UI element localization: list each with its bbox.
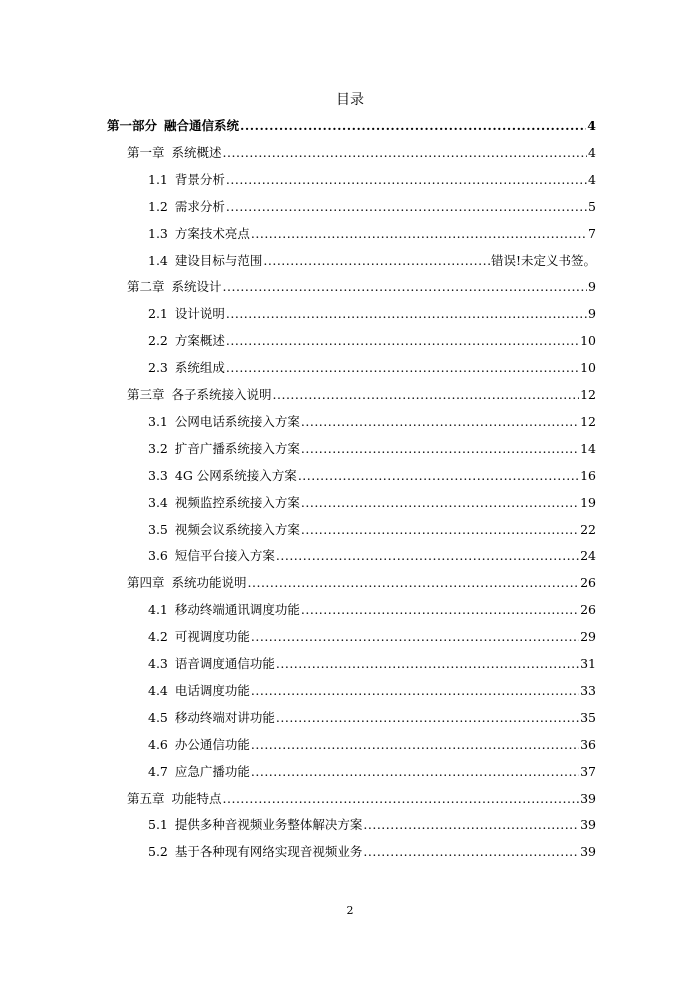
toc-leader-dots: [251, 735, 579, 755]
toc-entry-number: 3.2: [148, 440, 168, 456]
toc-entry-page: 26: [580, 602, 596, 618]
toc-entry-number: 5.2: [148, 844, 168, 860]
toc-entry-title: 语音调度通信功能: [174, 656, 275, 671]
toc-entry-title: 系统功能说明: [171, 575, 247, 591]
toc-entry-title: 扩音广播系统接入方案: [174, 440, 300, 456]
toc-entry-page: 5: [588, 198, 596, 214]
toc-entry[interactable]: [0, 331, 700, 351]
toc-entry-number: 第四章: [127, 575, 165, 591]
toc-entry-title: 系统设计: [171, 279, 222, 295]
toc-entry-number: 第五章: [127, 790, 165, 806]
toc-entry[interactable]: [0, 277, 700, 297]
toc-entry-page: 14: [580, 440, 596, 456]
toc-entry-page: 9: [588, 279, 596, 295]
toc-entry-number: 4.5: [148, 709, 168, 725]
toc-entry-number: 4.7: [148, 763, 168, 779]
toc-leader-dots: [363, 842, 579, 862]
toc-entry-title: 可视调度功能: [174, 629, 250, 645]
toc-leader-dots: [301, 493, 579, 513]
toc-entry[interactable]: [0, 600, 700, 620]
toc-entry-title: 办公通信功能: [174, 736, 250, 752]
toc-entry-title: 基于各种现有网络实现音视频业务: [174, 844, 363, 860]
toc-entry-title: 移动终端对讲功能: [174, 709, 275, 725]
toc-entry[interactable]: [0, 116, 700, 136]
toc-leader-dots: [276, 654, 579, 674]
toc-leader-dots: [301, 412, 579, 432]
toc-entry-page: 4: [587, 118, 596, 133]
toc-leader-dots: [226, 304, 587, 324]
toc-entry[interactable]: [0, 842, 700, 862]
toc-entry[interactable]: [0, 466, 700, 486]
toc-leader-dots: [251, 681, 579, 701]
toc-entry-number: 1.3: [148, 225, 168, 241]
toc-leader-dots: [263, 251, 490, 271]
toc-entry[interactable]: [0, 304, 700, 324]
toc-entry-page: 10: [580, 360, 596, 376]
toc-entry-title: 功能特点: [171, 790, 222, 806]
toc-entry-title: 建设目标与范围: [174, 252, 263, 268]
toc-entry-page: 16: [580, 467, 596, 483]
toc-entry-title: 移动终端通讯调度功能: [174, 602, 300, 618]
toc-entry-title: 视频监控系统接入方案: [174, 494, 300, 510]
toc-entry-number: 3.3: [148, 467, 168, 483]
toc-entry-title: 短信平台接入方案: [174, 548, 275, 564]
toc-entry[interactable]: [0, 815, 700, 835]
toc-entry-title: 提供多种音视频业务整体解决方案: [174, 817, 363, 833]
toc-leader-dots: [301, 439, 579, 459]
toc-entry-number: 第一章: [127, 144, 165, 160]
toc-leader-dots: [226, 170, 587, 190]
toc-entry-number: 4.6: [148, 736, 168, 752]
toc-entry-page: 31: [580, 656, 596, 671]
toc-entry-number: 4.1: [148, 602, 168, 618]
toc-entry-number: 2.2: [148, 333, 168, 349]
page-number: 2: [346, 904, 354, 917]
toc-leader-dots: [273, 385, 580, 405]
toc-entry-title: 方案技术亮点: [174, 225, 250, 241]
toc-entry[interactable]: [0, 197, 700, 217]
toc-entry-title: 各子系统接入说明: [171, 387, 272, 402]
toc-entry-number: 5.1: [148, 817, 168, 833]
toc-leader-dots: [226, 197, 587, 217]
toc-entry-title: 方案概述: [174, 333, 225, 349]
toc-leader-dots: [226, 358, 579, 378]
toc-entry-page: 12: [580, 413, 596, 429]
toc-entry-title: 设计说明: [174, 306, 225, 322]
toc-entry-page: 错误!未定义书签。: [490, 252, 596, 268]
toc-entry[interactable]: [0, 546, 700, 566]
toc-entry-page: 39: [580, 817, 596, 833]
toc-entry-number: 第一部分: [107, 118, 158, 133]
toc-leader-dots: [223, 143, 588, 163]
toc-entry-number: 4.3: [148, 656, 168, 671]
toc-entry[interactable]: [0, 251, 700, 271]
toc-entry-page: 10: [580, 333, 596, 349]
toc-entry-number: 4.2: [148, 629, 168, 645]
toc-entry-number: 3.5: [148, 521, 168, 537]
toc-entry-page: 7: [588, 225, 596, 241]
toc-entry-title: 4G 公网系统接入方案: [174, 467, 297, 483]
toc-entry-title: 需求分析: [174, 198, 225, 214]
toc-entry-page: 26: [580, 575, 596, 591]
toc-entry[interactable]: [0, 762, 700, 782]
toc-leader-dots: [301, 600, 579, 620]
toc-entry[interactable]: [0, 412, 700, 432]
toc-entry-page: 36: [580, 736, 596, 752]
toc-entry-title: 电话调度功能: [174, 682, 250, 698]
toc-leader-dots: [251, 762, 579, 782]
toc-entry-page: 19: [580, 494, 596, 510]
toc-entry-title: 系统组成: [174, 360, 225, 376]
toc-leader-dots: [251, 627, 579, 647]
toc-entry-number: 第二章: [127, 279, 165, 295]
toc-entry[interactable]: [0, 224, 700, 244]
toc-entry-page: 12: [580, 387, 596, 402]
toc-entry-number: 第三章: [127, 387, 165, 402]
toc-leader-dots: [251, 224, 587, 244]
toc-entry-page: 4: [588, 171, 596, 187]
toc-leader-dots: [298, 466, 579, 486]
toc-leader-dots: [223, 789, 580, 809]
toc-entry-number: 3.6: [148, 548, 168, 564]
toc-entry-title: 背景分析: [174, 171, 225, 187]
toc-entry-page: 39: [580, 844, 596, 860]
toc-leader-dots: [226, 331, 579, 351]
toc-entry-page: 4: [588, 144, 596, 160]
toc-entry-number: 2.1: [148, 306, 168, 322]
toc-entry-page: 24: [580, 548, 596, 564]
toc-entry-page: 22: [580, 521, 596, 537]
toc-leader-dots: [301, 520, 579, 540]
toc-entry-title: 应急广播功能: [174, 763, 250, 779]
toc-entry-title: 系统概述: [171, 144, 222, 160]
toc-entry[interactable]: [0, 735, 700, 755]
toc-entry[interactable]: [0, 493, 700, 513]
toc-leader-dots: [223, 277, 588, 297]
toc-entry-number: 1.4: [148, 252, 168, 268]
toc-entry[interactable]: [0, 654, 700, 674]
toc-entry-page: 39: [580, 790, 596, 806]
toc-entry-page: 29: [580, 629, 596, 645]
toc-entry-title: 公网电话系统接入方案: [174, 413, 300, 429]
toc-entry-number: 2.3: [148, 360, 168, 376]
toc-entry[interactable]: [0, 789, 700, 809]
toc-entry-title: 视频会议系统接入方案: [174, 521, 300, 537]
toc-entry[interactable]: [0, 681, 700, 701]
toc-entry[interactable]: [0, 385, 700, 405]
toc-entry-number: 3.4: [148, 494, 168, 510]
toc-entry[interactable]: [0, 358, 700, 378]
toc-leader-dots: [248, 573, 580, 593]
toc-entry[interactable]: [0, 627, 700, 647]
toc-entry-number: 3.1: [148, 413, 168, 429]
toc-entry[interactable]: [0, 708, 700, 728]
toc-entry-number: 1.2: [148, 198, 168, 214]
toc-entry-page: 33: [580, 682, 596, 698]
toc-entry-title: 融合通信系统: [164, 118, 240, 133]
toc-entry-page: 37: [580, 763, 596, 779]
toc-leader-dots: [240, 116, 586, 136]
toc-entry-number: 1.1: [148, 171, 168, 187]
page-title: 目录: [336, 92, 364, 108]
toc-entry[interactable]: [0, 573, 700, 593]
toc-entry-number: 4.4: [148, 682, 168, 698]
toc-leader-dots: [276, 546, 579, 566]
toc-entry[interactable]: [0, 439, 700, 459]
toc-entry-page: 35: [580, 709, 596, 725]
toc-leader-dots: [276, 708, 579, 728]
toc-leader-dots: [363, 815, 579, 835]
toc-entry[interactable]: [0, 170, 700, 190]
toc-entry[interactable]: [0, 520, 700, 540]
toc-entry[interactable]: [0, 143, 700, 163]
toc-entry-page: 9: [588, 306, 596, 322]
